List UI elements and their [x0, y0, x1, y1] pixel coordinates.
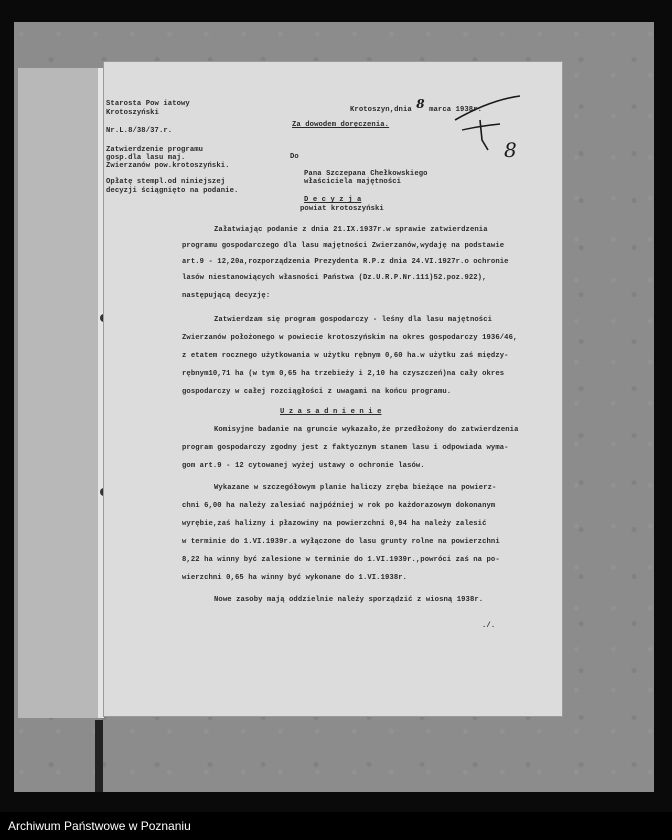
handwritten-day: 8 [416, 97, 425, 111]
subject-line-3: Zwierzanów pow.krotoszyński. [106, 162, 230, 170]
body-line: Komisyjne badanie na gruncie wykazało,że przedłożony do zatwierdzenia [214, 426, 519, 434]
issuer-line-2: Krotoszyński [106, 109, 159, 117]
body-line: art.9 - 12,20a,rozporządzenia Prezydenta R.P.z dnia 24.VI.1927r.o ochronie [182, 258, 509, 266]
body-line: wierzchni 0,65 ha winny być wykonane do 1.VI.1938r. [182, 574, 408, 582]
body-line: chni 6,00 ha należy zalesiać najpóźniej w rok po każdorazowym dokonanym [182, 502, 496, 510]
delivery-note: Za dowodem doręczenia. [292, 121, 390, 129]
issuer-line-1: Starosta Pow iatowy [106, 100, 190, 108]
place-date-suffix: marca 1938r. [429, 106, 483, 114]
continuation-mark: ./. [482, 622, 496, 630]
body-line: gom art.9 - 12 cytowanej wyżej ustawy o ochronie lasów. [182, 462, 425, 470]
fee-note-line-2: decyzji ściągnięto na podanie. [106, 187, 239, 195]
margin-handwritten-number: 8 [504, 138, 517, 162]
body-line: wyrębie,zaś halizny i płazowiny na powierzchni 0,94 ha należy zalesić [182, 520, 487, 528]
decision-title: D e c y z j a [304, 196, 362, 204]
place-date-prefix: Krotoszyn,dnia [350, 106, 412, 114]
to-label: Do [290, 153, 299, 161]
body-line: programu gospodarczego dla lasu majętności Zwierzanów,wydaję na podstawie [182, 242, 505, 250]
body-line: Zwierzanów położonego w powiecie krotoszyńskim na okres gospodarczy 1936/46, [182, 334, 518, 342]
subject-line-2: gosp.dla lasu maj. [106, 154, 186, 162]
fee-note-line-1: Opłatę stempl.od niniejszej [106, 178, 226, 186]
reference-number: Nr.L.8/38/37.r. [106, 127, 173, 135]
body-line: gospodarczy w całej rozciągłości z uwagami na końcu programu. [182, 388, 452, 396]
body-line: 8,22 ha winny być zalesione w terminie do 1.VI.1939r.,powróci zaś na po- [182, 556, 500, 564]
body-line: rębnym10,71 ha (w tym 0,65 ha trzebieży i 2,10 ha czyszczeń)na cały okres [182, 370, 505, 378]
body-line: w terminie do 1.VI.1939r.a wyłączone do lasu grunty rolne na powierzchni [182, 538, 500, 546]
archive-footer [0, 812, 672, 840]
body-line: następującą decyzję: [182, 292, 271, 300]
body-line: Zatwierdzam się program gospodarczy - leśny dla lasu majętności [214, 316, 493, 324]
archive-name: Archiwum Państwowe w Poznaniu [8, 819, 191, 833]
body-line: program gospodarczy zgodny jest z faktycznym stanem lasu i odpowiada wyma- [182, 444, 509, 452]
addressee-line-2: właściciela majętności [304, 178, 402, 186]
body-line: Wykazane w szczegółowym planie haliczy zręba bieżące na powierz- [214, 484, 497, 492]
body-line: lasów niestanowiących własności Państwa (Dz.U.R.P.Nr.111)52.poz.922), [182, 274, 487, 282]
body-line: z etatem rocznego użytkowania w użytku rębnym 0,60 ha.w użytku zaś między- [182, 352, 509, 360]
body-line: Załatwiając podanie z dnia 21.IX.1937r.w sprawie zatwierdzenia [214, 226, 488, 234]
subject-line-1: Zatwierdzenie programu [106, 146, 204, 154]
body-line: Nowe zasoby mają oddzielnie należy sporządzić z wiosną 1938r. [214, 596, 484, 604]
addressee-line-1: Pana Szczepana Chełkowskiego [304, 170, 428, 178]
decision-subtitle: powiat krotoszyński [300, 205, 384, 213]
justification-title: U z a s a d n i e n i e [280, 408, 382, 416]
